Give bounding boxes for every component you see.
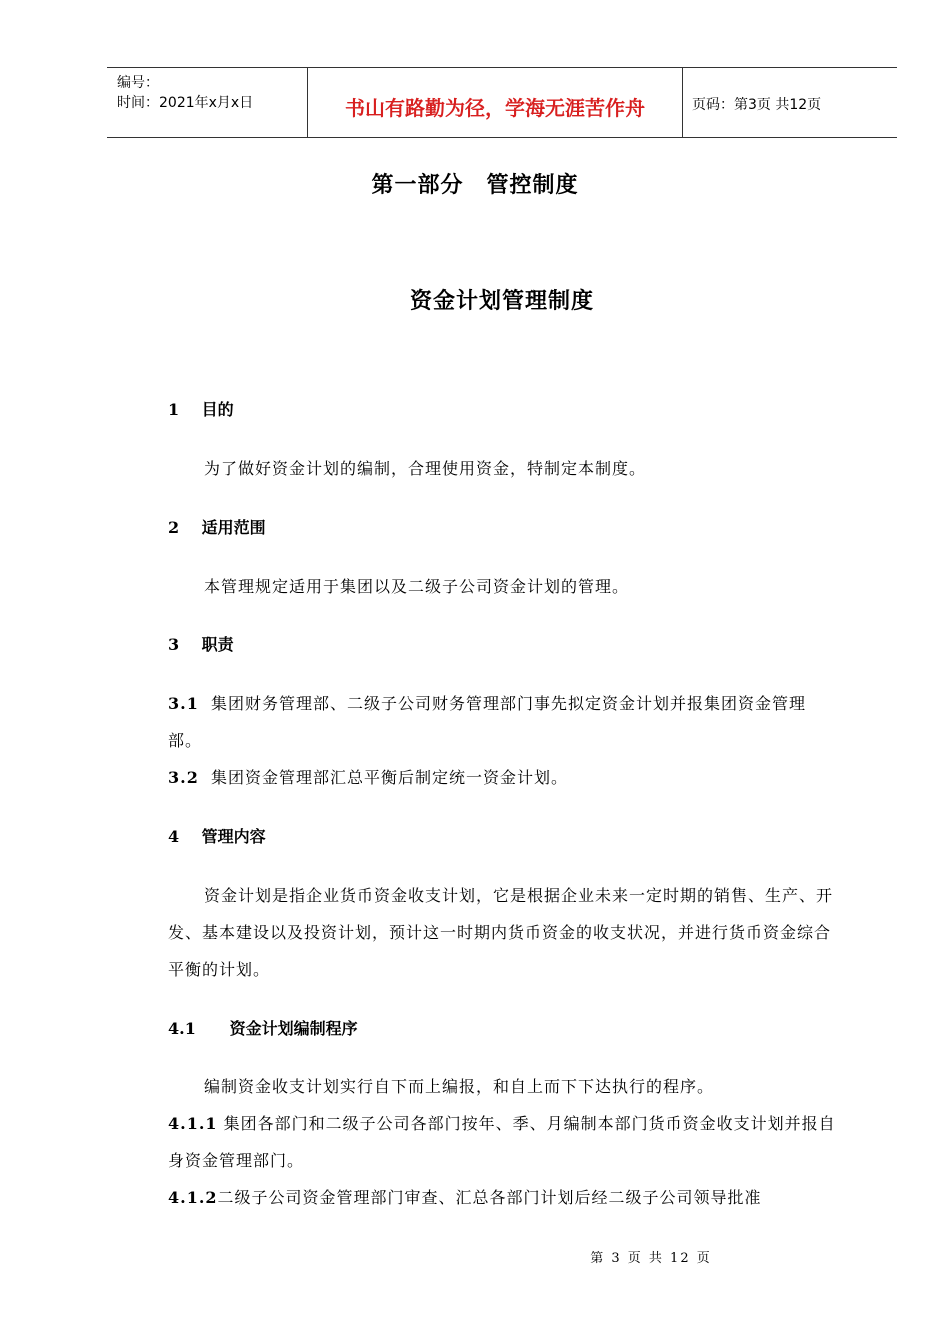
clause-number: 4.1.2 bbox=[168, 1188, 218, 1207]
clause-text: 集团各部门和二级子公司各部门按年、季、月编制本部门货币资金收支计划并报自身资金管理部门。 bbox=[168, 1114, 836, 1170]
section-title: 目的 bbox=[201, 400, 234, 419]
clause-text: 二级子公司资金管理部门审查、汇总各部门计划后经二级子公司领导批准 bbox=[217, 1188, 762, 1207]
section-2-heading bbox=[168, 515, 266, 538]
header-page-info: 页码：第3页 共12页 bbox=[692, 97, 822, 113]
section-4-1-2-paragraph bbox=[168, 1179, 840, 1216]
section-3-1-paragraph bbox=[168, 685, 840, 759]
time-label: 时间：2021年x月x日 bbox=[117, 95, 254, 111]
section-3-heading bbox=[168, 632, 234, 655]
clause-text: 集团资金管理部汇总平衡后制定统一资金计划。 bbox=[211, 768, 569, 787]
motto: 书山有路勤为径，学海无涯苦作舟 bbox=[345, 96, 645, 120]
section-number: 1 bbox=[168, 400, 180, 419]
section-number: 4 bbox=[168, 827, 180, 846]
page-header bbox=[107, 67, 897, 138]
section-3-2-paragraph bbox=[168, 759, 840, 796]
section-number: 2 bbox=[168, 518, 180, 537]
section-number: 4.1 bbox=[168, 1019, 196, 1038]
section-4-1-body: 编制资金收支计划实行自下而上编报，和自上而下下达执行的程序。 bbox=[204, 1077, 715, 1096]
section-2-body: 本管理规定适用于集团以及二级子公司资金计划的管理。 bbox=[204, 577, 630, 596]
clause-number: 3.1 bbox=[168, 694, 199, 713]
page-footer: 第 3 页 共 12 页 bbox=[590, 1251, 712, 1266]
section-4-body: 资金计划是指企业货币资金收支计划，它是根据企业未来一定时期的销售、生产、开发、基本建设以及投资计划，预计这一时期内货币资金的收支状况，并进行货币资金综合平衡的计划。 bbox=[168, 886, 834, 979]
clause-number: 3.2 bbox=[168, 768, 199, 787]
section-1-body: 为了做好资金计划的编制，合理使用资金，特制定本制度。 bbox=[204, 459, 647, 478]
section-title: 适用范围 bbox=[201, 518, 266, 537]
header-page-cell bbox=[682, 68, 897, 137]
part-title: 第一部分 管控制度 bbox=[371, 173, 579, 198]
section-4-1-1-paragraph bbox=[168, 1105, 840, 1179]
header-meta-cell bbox=[107, 68, 307, 137]
section-4-1-heading bbox=[168, 1016, 358, 1039]
document-title: 资金计划管理制度 bbox=[409, 289, 594, 314]
serial-label: 编号： bbox=[117, 75, 159, 91]
section-title: 管理内容 bbox=[201, 827, 266, 846]
section-title: 职责 bbox=[201, 635, 234, 654]
section-1-heading bbox=[168, 397, 234, 420]
section-4-heading bbox=[168, 824, 266, 847]
clause-text: 集团财务管理部、二级子公司财务管理部门事先拟定资金计划并报集团资金管理部。 bbox=[168, 694, 807, 750]
header-motto-cell bbox=[307, 68, 683, 137]
clause-number: 4.1.1 bbox=[168, 1114, 218, 1133]
section-number: 3 bbox=[168, 635, 180, 654]
section-title: 资金计划编制程序 bbox=[229, 1019, 358, 1038]
